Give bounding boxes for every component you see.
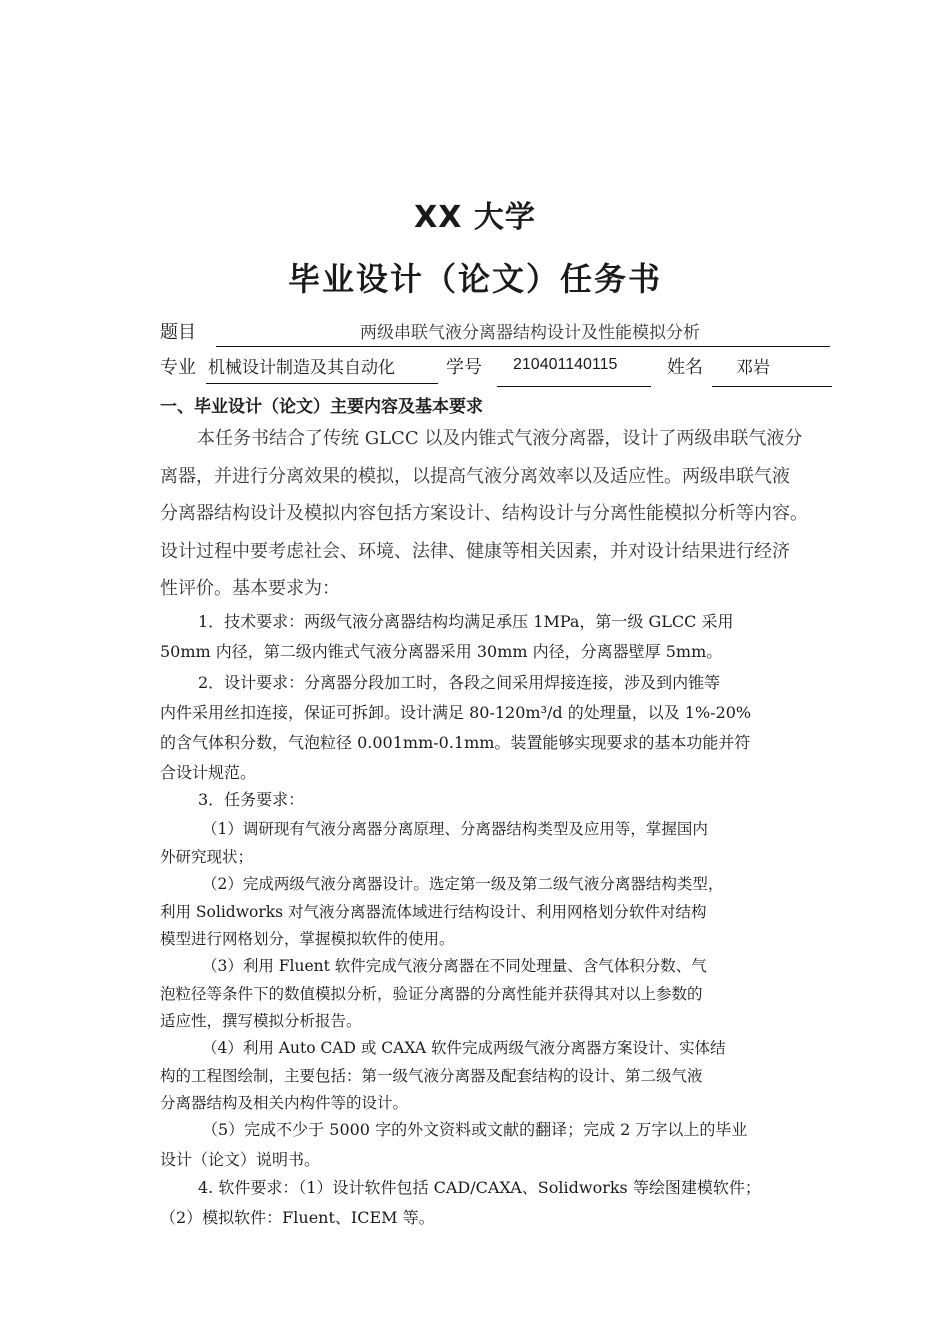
paragraph-line: 外研究现状； [160,847,254,866]
major-underline [206,383,438,384]
student-id-label: 学号 [446,357,482,378]
topic-underline [216,346,830,347]
paragraph-line: 3．任务要求： [198,790,305,809]
paragraph-line: 设计（论文）说明书。 [160,1150,321,1169]
requirement-technical [160,607,733,667]
paragraph-line: （3）利用 Fluent 软件完成气液分离器在不同处理量、含气体积分数、气 [202,957,707,975]
major-value: 机械设计制造及其自动化 [208,358,395,378]
intro-line: 离器，并进行分离效果的模拟，以提高气液分离效率以及适应性。两级串联气液 [160,465,790,487]
paragraph-line: 适应性，撰写模拟分析报告。 [160,1012,362,1030]
task-5 [160,1115,747,1175]
intro-line: 性评价。基本要求为： [160,578,340,599]
topic-value: 两级串联气液分离器结构设计及性能模拟分析 [360,323,700,343]
paragraph-line: 50mm 内径，第二级内锥式气液分离器采用 30mm 内径，分离器壁厚 5mm。 [160,642,723,661]
requirement-design [160,668,751,788]
student-id-underline [497,386,651,387]
paragraph-line: 构的工程图绘制，主要包括：第一级气液分离器及配套结构的设计、第二级气液 [160,1066,703,1085]
major-label: 专业 [160,357,196,378]
task-1 [160,816,708,871]
name-label: 姓名 [667,357,703,378]
paragraph-line: 2．设计要求：分离器分段加工时，各段之间采用焊接连接，涉及到内锥等 [198,673,721,692]
name-underline [712,386,832,387]
university-title: XX 大学 [414,200,536,235]
task-2 [160,871,723,954]
intro-line: 本任务书结合了传统 GLCC 以及内锥式气液分离器，设计了两级串联气液分 [197,428,803,449]
requirement-software [160,1173,761,1233]
paragraph-line: 1．技术要求：两级气液分离器结构均满足承压 1MPa，第一级 GLCC 采用 [198,612,734,631]
paragraph-line: （1）调研现有气液分离器分离原理、分离器结构类型及应用等，掌握国内 [202,820,708,838]
task-4 [160,1035,725,1118]
paragraph-line: （4）利用 Auto CAD 或 CAXA 软件完成两级气液分离器方案设计、实体结 [202,1039,726,1057]
paragraph-line: 分离器结构及相关内构件等的设计。 [160,1094,409,1112]
intro-paragraph [160,420,850,608]
student-id-value: 210401140115 [513,356,618,373]
paragraph-line: （2）完成两级气液分离器设计。选定第一级及第二级气液分离器结构类型， [202,875,724,893]
topic-label: 题目 [160,322,196,343]
intro-line: 分离器结构设计及模拟内容包括方案设计、结构设计与分离性能模拟分析等内容。 [160,503,808,524]
paragraph-line: 利用 Solidworks 对气液分离器流体域进行结构设计、利用网格划分软件对结构 [160,902,707,921]
requirement-tasks [160,785,304,815]
name-value: 邓岩 [736,358,770,378]
paragraph-line: （2）模拟软件：Fluent、ICEM 等。 [160,1208,435,1227]
document-title: 毕业设计（论文）任务书 [287,260,662,298]
intro-line: 设计过程中要考虑社会、环境、法律、健康等相关因素，并对设计结果进行经济 [160,540,790,562]
paragraph-line: 4. 软件要求：（1）设计软件包括 CAD/CAXA、Solidworks 等绘图建模软件； [198,1178,761,1197]
paragraph-line: 模型进行网格划分，掌握模拟软件的使用。 [160,930,455,948]
task-3 [160,953,707,1036]
paragraph-line: 泡粒径等条件下的数值模拟分析，验证分离器的分离性能并获得其对以上参数的 [160,984,703,1003]
paragraph-line: 合设计规范。 [160,763,257,782]
paragraph-line: 内件采用丝扣连接，保证可拆卸。设计满足 80-120m³/d 的处理量，以及 1%-20% [160,703,752,722]
paragraph-line: （5）完成不少于 5000 字的外文资料或文献的翻译；完成 2 万字以上的毕业 [202,1120,748,1139]
section-heading: 一、毕业设计（论文）主要内容及基本要求 [160,397,483,417]
paragraph-line: 的含气体积分数，气泡粒径 0.001mm-0.1mm。装置能够实现要求的基本功能并符 [160,733,751,752]
